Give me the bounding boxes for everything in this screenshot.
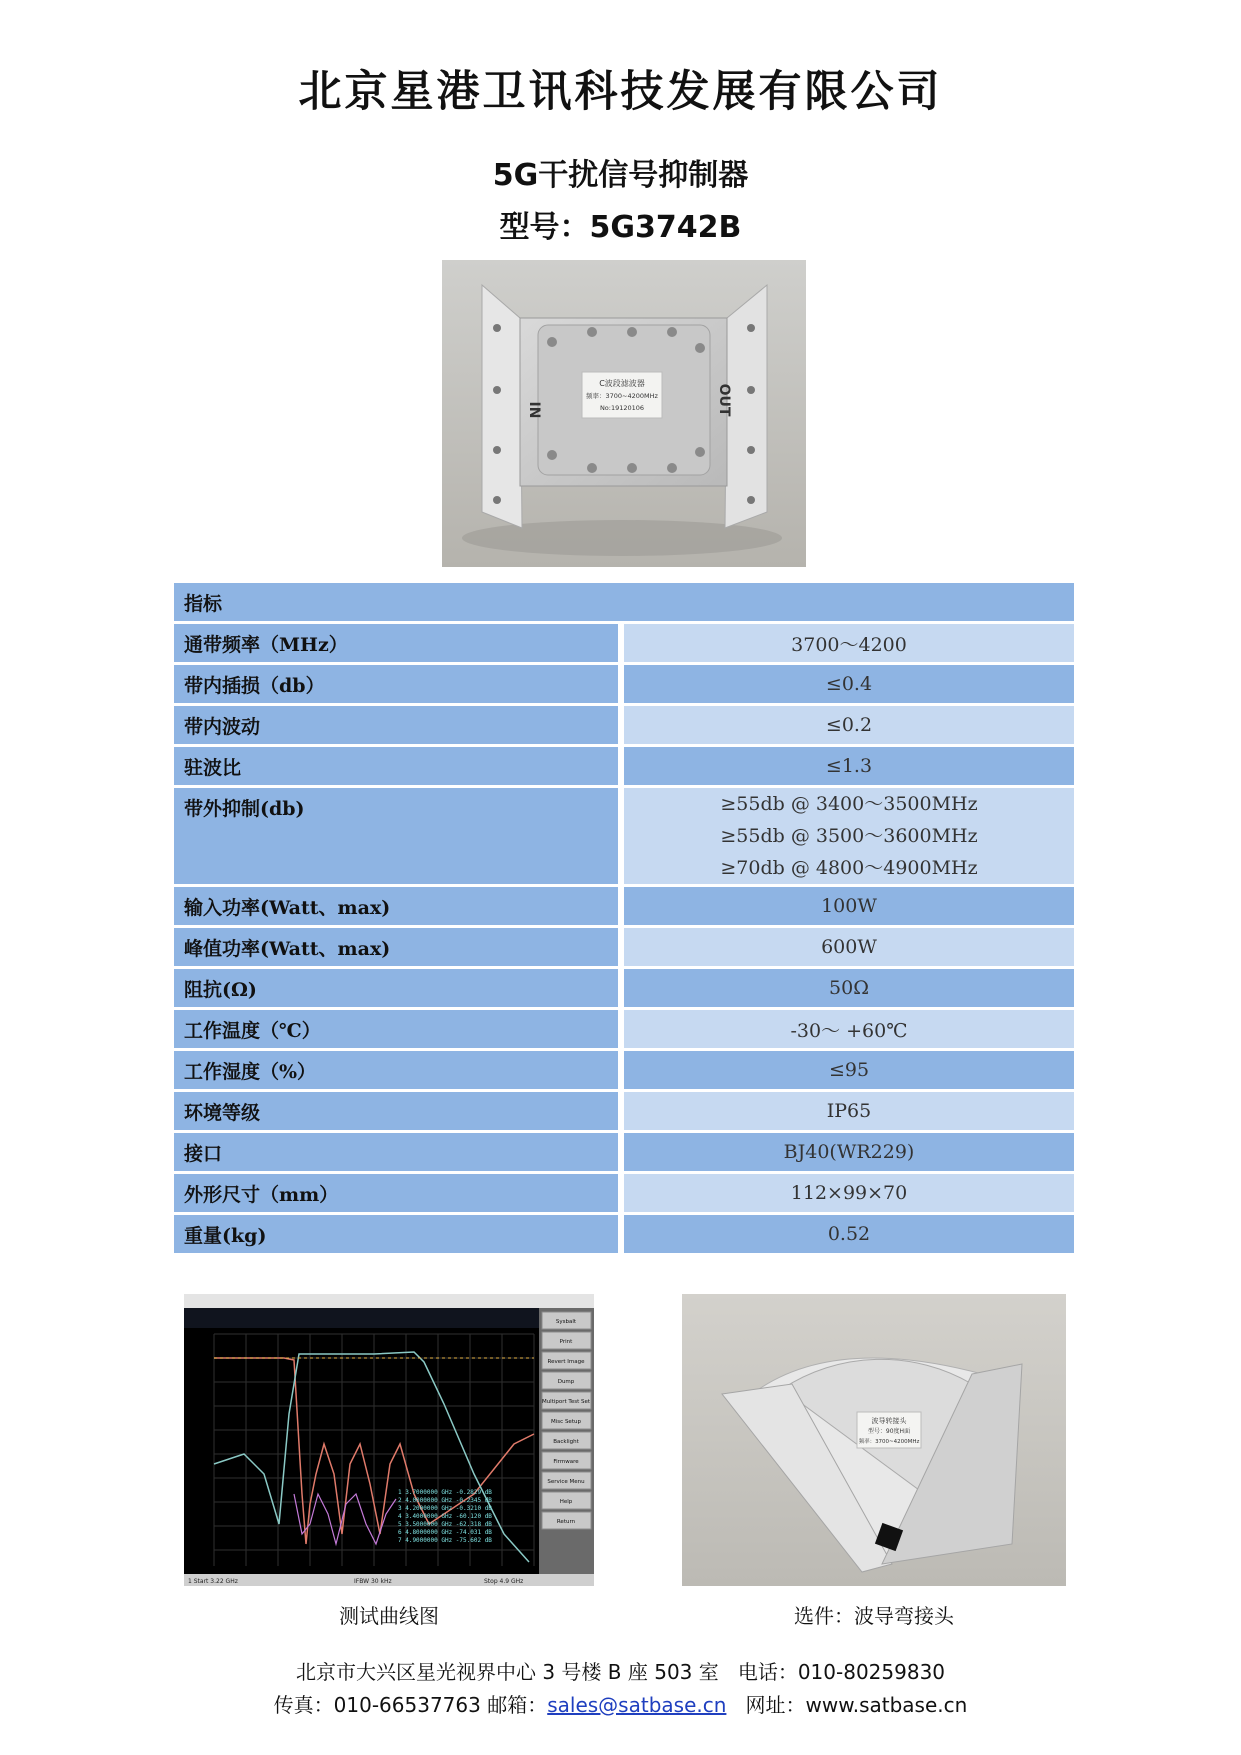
spec-key: 带内波动 (174, 706, 624, 744)
analyzer-menu-label: Revert Image (547, 1359, 585, 1365)
spec-row (174, 665, 1074, 703)
spec-row (174, 928, 1074, 966)
spec-value: -30～ +60℃ (624, 1010, 1074, 1048)
footer-fax: 传真：010-66537763 (273, 1693, 481, 1717)
spec-key: 环境等级 (174, 1092, 624, 1130)
spec-key: 外形尺寸（mm） (174, 1174, 624, 1212)
analyzer-menu-label: Return (556, 1519, 576, 1525)
filter-product-photo (442, 260, 806, 567)
spec-row (174, 1010, 1074, 1048)
spec-key: 通带频率（MHz） (174, 624, 624, 662)
spec-value-line: ≥55db @ 3400～3500MHz (720, 793, 978, 815)
spec-row (174, 887, 1074, 925)
filter-in-label: IN (526, 401, 542, 419)
spec-value-line: ≥55db @ 3500～3600MHz (720, 825, 978, 847)
spec-row (174, 747, 1074, 785)
analyzer-marker-readout: 3 4.2000000 GHz -0.3210 dB (398, 1505, 492, 1512)
filter-sticker-line-2: 频率：3700~4200MHz (586, 392, 658, 400)
footer-email-link[interactable]: sales@satbase.cn (547, 1693, 727, 1717)
spec-row (174, 788, 1074, 884)
analyzer-menu-label: Misc Setup (551, 1419, 581, 1425)
analyzer-stop-freq: Stop 4.9 GHz (484, 1578, 524, 1585)
bend-sticker-line-2: 型号：90度H面 (867, 1428, 911, 1435)
analyzer-menu-label: Service Menu (547, 1479, 585, 1485)
spec-value-line: ≥70db @ 4800～4900MHz (720, 857, 978, 879)
footer-website: 网址：www.satbase.cn (745, 1693, 968, 1717)
spec-row (174, 1051, 1074, 1089)
analyzer-menu-label: Sysbalt (555, 1319, 577, 1325)
spec-key: 驻波比 (174, 747, 624, 785)
footer-contact-line (0, 1689, 1241, 1718)
analyzer-marker-readout: 2 4.0000000 GHz -0.2345 dB (398, 1497, 492, 1504)
caption-bend-option: 选件：波导弯接头 (794, 1604, 954, 1628)
spec-value: ≤1.3 (624, 747, 1074, 785)
caption-test-curve: 测试曲线图 (339, 1604, 439, 1628)
filter-sticker-line-3: No:19120106 (599, 404, 645, 412)
analyzer-menu-label: Dump (557, 1379, 575, 1385)
analyzer-menu-label: Multiport Test Set (541, 1399, 591, 1405)
spec-key: 输入功率(Watt、max) (174, 887, 624, 925)
spec-row (174, 1174, 1074, 1212)
spec-row (174, 1092, 1074, 1130)
spec-value: ≤0.4 (624, 665, 1074, 703)
analyzer-menu-label: Backlight (553, 1439, 579, 1445)
analyzer-marker-readout: 1 3.7000000 GHz -0.2829 dB (398, 1489, 492, 1496)
spec-value: 600W (624, 928, 1074, 966)
filter-sticker-line-1: C波段滤波器 (599, 379, 645, 388)
spec-value (624, 788, 1074, 884)
spec-key: 接口 (174, 1133, 624, 1171)
company-name: 北京星港卫讯科技发展有限公司 (298, 67, 943, 117)
analyzer-marker-readout: 6 4.8000000 GHz -74.031 dB (398, 1529, 492, 1536)
spec-value: 3700～4200 (624, 624, 1074, 662)
bend-sticker-line-1: 波导转接头 (871, 1417, 907, 1425)
spec-row (174, 1215, 1074, 1253)
spec-header: 指标 (174, 583, 1074, 621)
footer-address-line (0, 1656, 1241, 1685)
footer-address: 北京市大兴区星光视界中心 3 号楼 B 座 503 室 (295, 1660, 719, 1684)
analyzer-marker-readout: 5 3.5000000 GHz -62.318 dB (398, 1521, 492, 1528)
spec-row (174, 706, 1074, 744)
analyzer-ifbw: IFBW 30 kHz (354, 1578, 392, 1585)
spec-value: IP65 (624, 1092, 1074, 1130)
spec-value: 50Ω (624, 969, 1074, 1007)
spec-key: 带外抑制(db) (174, 788, 624, 884)
spec-key: 阻抗(Ω) (174, 969, 624, 1007)
analyzer-start-freq: 1 Start 3.22 GHz (188, 1578, 238, 1585)
filter-out-label: OUT (716, 383, 732, 417)
analyzer-menu-label: Firmware (553, 1459, 579, 1465)
spec-row (174, 969, 1074, 1007)
spec-row (174, 1133, 1074, 1171)
spec-value: 0.52 (624, 1215, 1074, 1253)
spec-key: 工作湿度（%） (174, 1051, 624, 1089)
test-curve-screenshot (184, 1294, 594, 1586)
spec-value: ≤0.2 (624, 706, 1074, 744)
analyzer-menu-label: Help (559, 1499, 573, 1505)
spec-table (174, 580, 1074, 1256)
analyzer-marker-readout: 7 4.9000000 GHz -75.602 dB (398, 1537, 492, 1544)
spec-key: 带内插损（db） (174, 665, 624, 703)
analyzer-menu-label: Print (559, 1339, 573, 1345)
spec-value: 100W (624, 887, 1074, 925)
model-number: 型号：5G3742B (499, 210, 742, 245)
spec-key: 重量(kg) (174, 1215, 624, 1253)
spec-key: 工作温度（℃） (174, 1010, 624, 1048)
spec-row (174, 624, 1074, 662)
analyzer-marker-readout: 4 3.4000000 GHz -60.120 dB (398, 1513, 492, 1520)
waveguide-bend-photo (682, 1294, 1066, 1586)
spec-key: 峰值功率(Watt、max) (174, 928, 624, 966)
spec-header-row (174, 583, 1074, 621)
spec-value: ≤95 (624, 1051, 1074, 1089)
footer-email-label: 邮箱： (487, 1693, 548, 1717)
footer-tel: 电话：010-80259830 (737, 1660, 946, 1684)
spec-value: 112×99×70 (624, 1174, 1074, 1212)
bend-sticker-line-3: 频率：3700~4200MHz (858, 1439, 920, 1445)
product-name: 5G干扰信号抑制器 (492, 158, 749, 193)
spec-value: BJ40(WR229) (624, 1133, 1074, 1171)
